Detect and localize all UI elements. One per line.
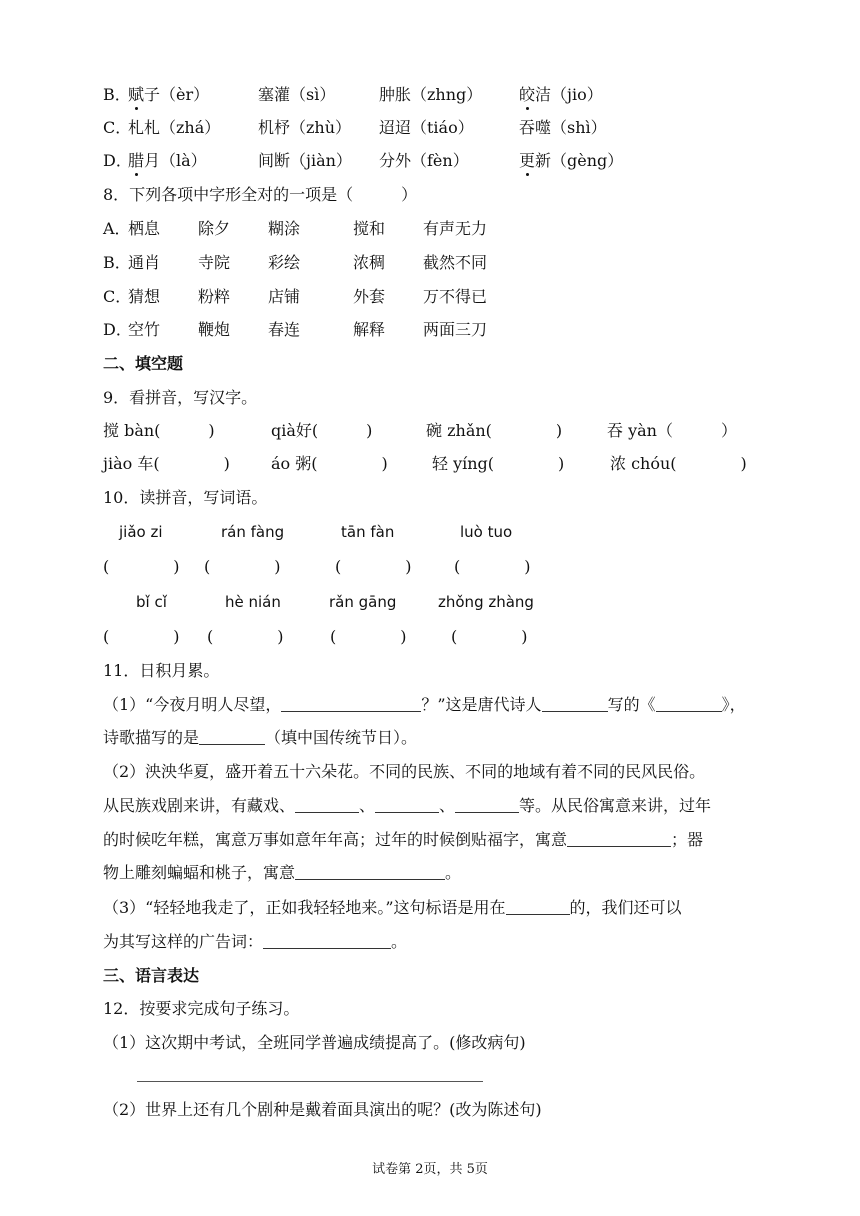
q11-part3-line2: 为其写这样的广告词： 。 <box>103 932 408 951</box>
q9-item: jiào 车( ) <box>103 454 230 473</box>
q9-item: 碗 zhǎn( ) <box>426 421 563 440</box>
q7-c-item2: 机杼（zhù） <box>258 118 352 137</box>
q12-part1: （1）这次期中考试，全班同学普遍成绩提高了。(修改病句) <box>103 1033 526 1052</box>
q11-part3-line1: （3）“轻轻地我走了，正如我轻轻地来。”这句标语是用在 的，我们还可以 <box>103 898 682 917</box>
q7-d-item3: 分外（fèn） <box>379 151 469 170</box>
q8-option-d: D． 空竹 鞭炮 春连 解释 两面三刀 <box>103 320 488 339</box>
q9-stem: 9．看拼音，写汉字。 <box>103 388 258 407</box>
q7-b-item3: 肿胀（zhng） <box>379 85 483 104</box>
q11-part2-line4: 物上雕刻蝙蝠和桃子，寓意 。 <box>103 863 462 882</box>
q8-option-a: A． 栖息 除夕 糊涂 搅和 有声无力 <box>103 219 488 238</box>
q11-stem: 11．日积月累。 <box>103 661 220 680</box>
fill-blank[interactable] <box>455 796 519 813</box>
q9-item: áo 粥( ) <box>271 454 388 473</box>
answer-line[interactable] <box>137 1081 483 1082</box>
dotted-char: 赋 <box>128 85 145 104</box>
fill-blank[interactable] <box>656 695 722 712</box>
q7-option-c: C． 札札（zhá） 机杼（zhù） 迢迢（tiáo） 吞噬（shì） <box>103 118 607 137</box>
fill-blank[interactable] <box>199 728 265 745</box>
q10-stem: 10．读拼音，写词语。 <box>103 488 268 507</box>
q11-part2-line2: 从民族戏剧来讲，有藏戏、 、 、 等。从民俗寓意来讲，过年 <box>103 796 712 815</box>
q7-option-b: B． 赋子（èr） 塞灌（sì） 肿胀（zhng） 皎洁（jio） <box>103 85 603 104</box>
q11-part2-line3: 的时候吃年糕，寓意万事如意年年高；过年的时候倒贴福字，寓意 ；器 <box>103 830 704 849</box>
q7-c-item3: 迢迢（tiáo） <box>379 118 474 137</box>
q9-item: qià好( ) <box>271 421 373 440</box>
dotted-char: 腊 <box>128 151 145 170</box>
q7-option-d: D． 腊月（là） 间断（jiàn） 分外（fèn） 更新（gèng） <box>103 151 624 170</box>
q11-part1-line1: （1）“今夜月明人尽望， ？”这是唐代诗人 写的《 》， <box>103 695 746 714</box>
q11-part2-line1: （2）泱泱华夏，盛开着五十六朵花。不同的民族、不同的地域有着不同的民风民俗。 <box>103 762 706 781</box>
fill-blank[interactable] <box>295 863 445 880</box>
q9-item: 吞 yàn（ ） <box>607 421 737 440</box>
q9-item: 搅 bàn( ) <box>103 421 215 440</box>
fill-blank[interactable] <box>295 796 359 813</box>
page-footer: 试卷第 2页，共 5页 <box>372 1162 488 1177</box>
dotted-char: 皎 <box>519 85 536 104</box>
section-heading: 二、填空题 <box>103 354 184 373</box>
q7-c-item1: 札札（zhá） <box>128 118 221 137</box>
q8-option-c: C． 猜想 粉粹 店铺 外套 万不得已 <box>103 287 488 306</box>
q12-stem: 12．按要求完成句子练习。 <box>103 999 300 1018</box>
exam-page: B． 赋子（èr） 塞灌（sì） 肿胀（zhng） 皎洁（jio） C． 札札（zhá） 机杼（zhù） 迢迢（tiáo） 吞噬（shì） D． 腊月（là） 间断（jiàn） 分外（fèn） 更新（gèng） 8．下列各项中字形全对的一项是（ ） A． 栖息 除夕 糊涂 搅和 有声无力 B． 通肖 寺院 彩绘 浓稠 截然不同 C． 猜想 粉粹 店铺 外套 万不得已 D． 空竹 鞭炮 春连 解释 两面三刀 二、填空题 9．看拼音，写汉字。 搅 bàn( ) qià好( ) 碗 zhǎn( ) 吞 yàn（ ） jiào 车( ) áo 粥( ) 轻 yíng( ) 浓 chóu( ) 10．读拼音，写词语。 jiǎo zi rán fàng tān fàn luò tuo ( ) ( ) ( ) ( ) bǐ cǐ hè nián rǎn gāng zhǒng zhàng ( ) ( ) ( ) ( ) 11．日积月累。 （1）“今夜月明人尽望， ？”这是唐代诗人 写的《 》， 诗歌描写的是 （填中国传统节日）。 （2）泱泱华夏，盛开着五十六朵花。不同的民族、不同的地域有着不同的民风民俗。 从民族戏剧来讲，有藏戏、 、 、 等。从民俗寓意来讲，过年 的时候吃年糕，寓意万事如意年年高；过年的时候倒贴福字，寓意 ；器 物上雕刻蝙蝠和桃子，寓意 。 （3）“轻轻地我走了，正如我轻轻地来。”这句标语是用在 的，我们还可以 为其写这样的广告词： 。 三、语言表达 12．按要求完成句子练习。 （1）这次期中考试，全班同学普遍成绩提高了。(修改病句) （2）世界上还有几个剧种是戴着面具演出的呢？(改为陈述句) 试卷第 2页，共 5页 <box>0 0 860 1216</box>
q7-d-item2: 间断（jiàn） <box>258 151 352 170</box>
q7-b-item2: 塞灌（sì） <box>258 85 336 104</box>
fill-blank[interactable] <box>263 932 391 949</box>
q7-c-item4: 吞噬（shì） <box>519 118 607 137</box>
q11-part1-line2: 诗歌描写的是 （填中国传统节日）。 <box>103 728 418 747</box>
q8-option-b: B． 通肖 寺院 彩绘 浓稠 截然不同 <box>103 253 488 272</box>
dotted-char: 更 <box>519 151 536 170</box>
q9-item: 浓 chóu( ) <box>610 454 747 473</box>
fill-blank[interactable] <box>542 695 608 712</box>
q9-item: 轻 yíng( ) <box>432 454 565 473</box>
fill-blank[interactable] <box>506 898 570 915</box>
fill-blank[interactable] <box>567 830 671 847</box>
fill-blank[interactable] <box>375 796 439 813</box>
q8-stem: 8．下列各项中字形全对的一项是（ ） <box>103 185 418 204</box>
q12-part2: （2）世界上还有几个剧种是戴着面具演出的呢？(改为陈述句) <box>103 1100 542 1119</box>
fill-blank[interactable] <box>281 695 421 712</box>
section-heading: 三、语言表达 <box>103 966 200 985</box>
